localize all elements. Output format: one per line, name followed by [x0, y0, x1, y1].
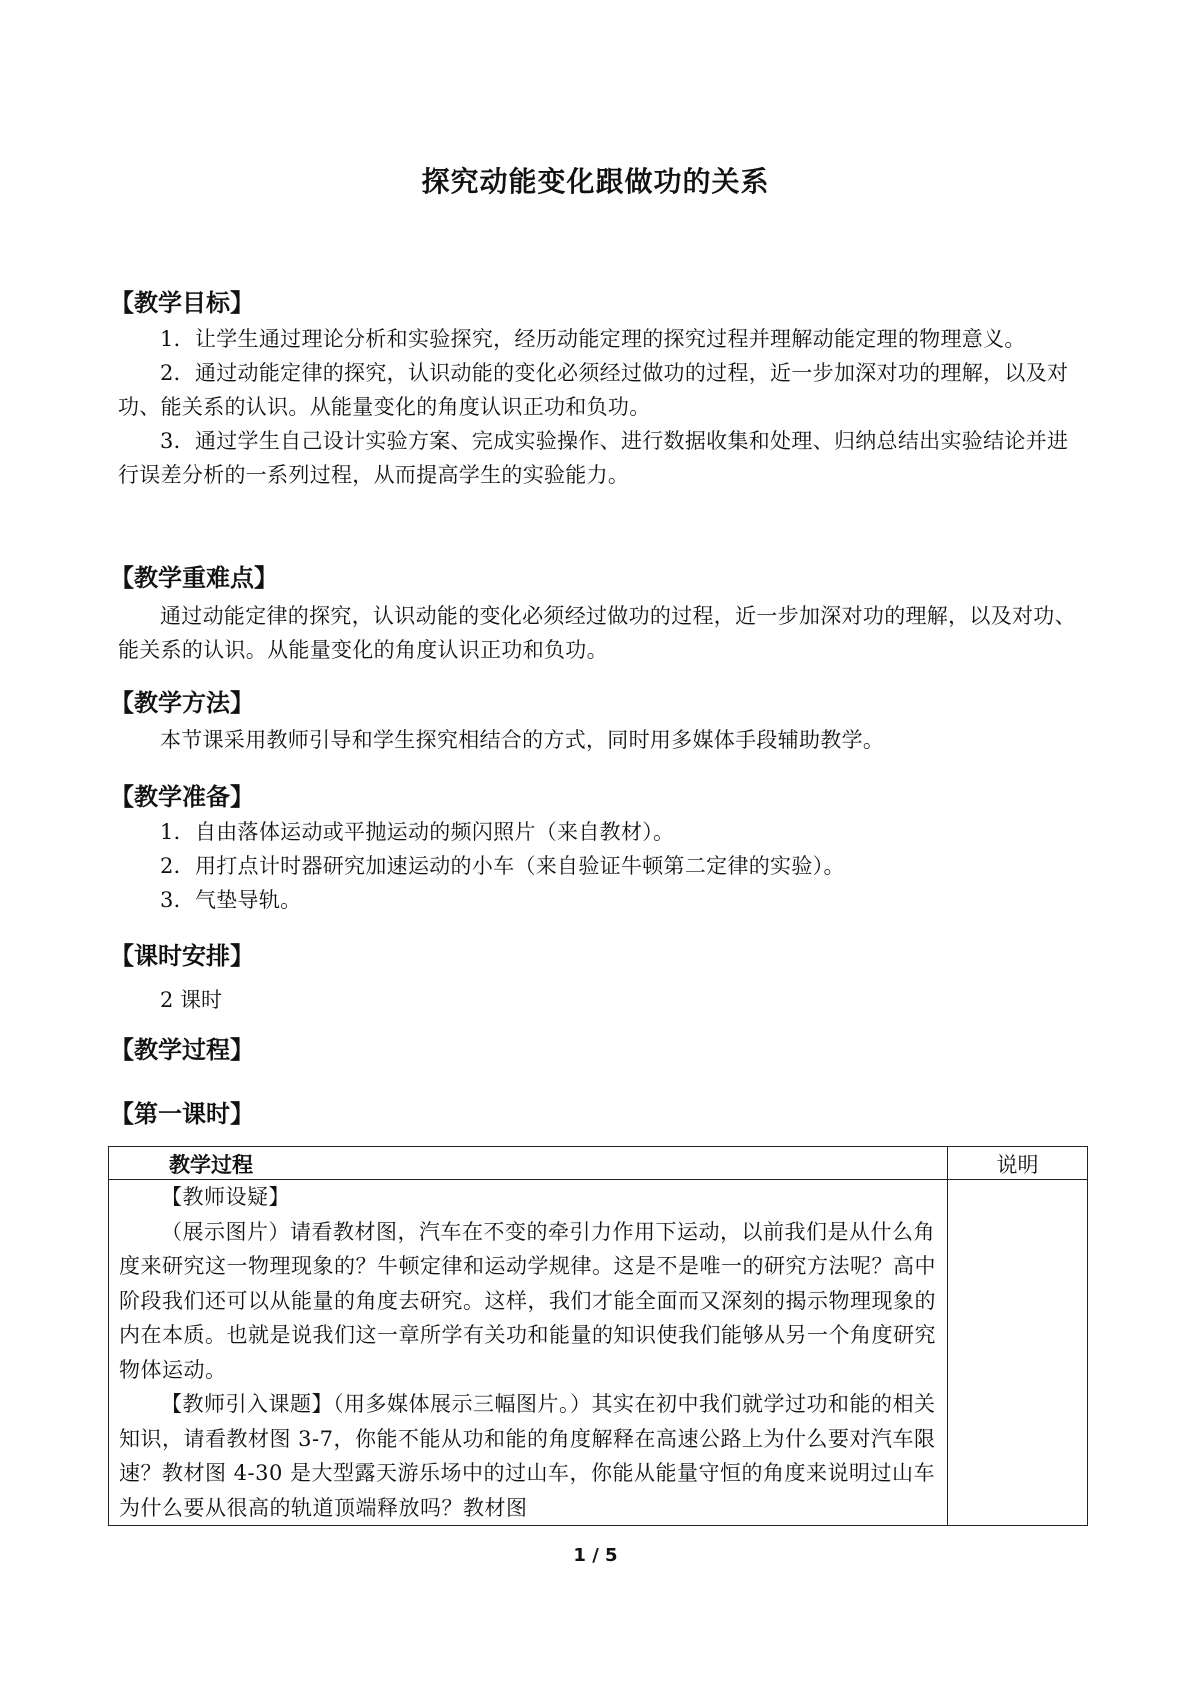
page-title: 探究动能变化跟做功的关系 — [421, 165, 770, 198]
methods-paragraph: 本节课采用教师引导和学生探究相结合的方式，同时用多媒体手段辅助教学。 — [160, 728, 885, 752]
process-heading: 【教学过程】 — [110, 1036, 254, 1064]
key-points-text — [118, 599, 1078, 667]
page-number: 1 / 5 — [573, 1545, 618, 1566]
preparation-heading: 【教学准备】 — [110, 783, 254, 811]
teacher-question-label: 【教师设疑】 — [161, 1185, 290, 1209]
objective-item: 2．通过动能定律的探究，认识动能的变化必须经过做功的过程，近一步加深对功的理解，以及对功、能关系的认识。从能量变化的角度认识正功和负功。 — [118, 361, 1069, 419]
column-header-process: 教学过程 — [109, 1147, 948, 1180]
preparation-item: 2．用打点计时器研究加速运动的小车（来自验证牛顿第二定律的实验）。 — [160, 854, 845, 878]
process-paragraph: （展示图片）请看教材图，汽车在不变的牵引力作用下运动，以前我们是从什么角度来研究这一物理现象的？牛顿定律和运动学规律。这是不是唯一的研究方法呢？高中阶段我们还可以从能量的角度去研究。这样，我们才能全面而又深刻的揭示物理现象的内在本质。也就是说我们这一章所学有关功和能量的知识使我们能够从另一个角度研究物体运动。 — [119, 1219, 936, 1382]
key-points-heading: 【教学重难点】 — [110, 564, 278, 592]
note-cell — [948, 1180, 1088, 1526]
lesson-process-table — [108, 1146, 1088, 1526]
preparation-list — [118, 815, 1078, 917]
table-header-row — [109, 1147, 1088, 1180]
key-points-paragraph: 通过动能定律的探究，认识动能的变化必须经过做功的过程，近一步加深对功的理解，以及对功、能关系的认识。从能量变化的角度认识正功和负功。 — [118, 604, 1076, 662]
preparation-item: 3．气垫导轨。 — [160, 888, 302, 912]
objectives-list — [118, 322, 1078, 492]
methods-heading: 【教学方法】 — [110, 689, 254, 717]
schedule-text: 2 课时 — [160, 988, 223, 1012]
preparation-item: 1．自由落体运动或平抛运动的频闪照片（来自教材）。 — [160, 820, 675, 844]
methods-text — [118, 723, 1078, 757]
objective-item: 3．通过学生自己设计实验方案、完成实验操作、进行数据收集和处理、归纳总结出实验结论并进行误差分析的一系列过程，从而提高学生的实验能力。 — [118, 429, 1069, 487]
column-header-note: 说明 — [948, 1147, 1088, 1180]
table-row — [109, 1180, 1088, 1526]
schedule-heading: 【课时安排】 — [110, 942, 254, 970]
objective-item: 1．让学生通过理论分析和实验探究，经历动能定理的探究过程并理解动能定理的物理意义。 — [160, 327, 1026, 351]
process-paragraph: 【教师引入课题】（用多媒体展示三幅图片。）其实在初中我们就学过功和能的相关知识，请看教材图 3-7，你能不能从功和能的角度解释在高速公路上为什么要对汽车限速？教材图 4-30 是大型露天游乐场中的过山车，你能从能量守恒的角度来说明过山车为什么要从很高的轨道顶端释放吗？教材图 — [119, 1392, 936, 1520]
objectives-heading: 【教学目标】 — [110, 289, 254, 317]
first-lesson-heading: 【第一课时】 — [110, 1100, 254, 1128]
process-cell — [109, 1180, 948, 1526]
